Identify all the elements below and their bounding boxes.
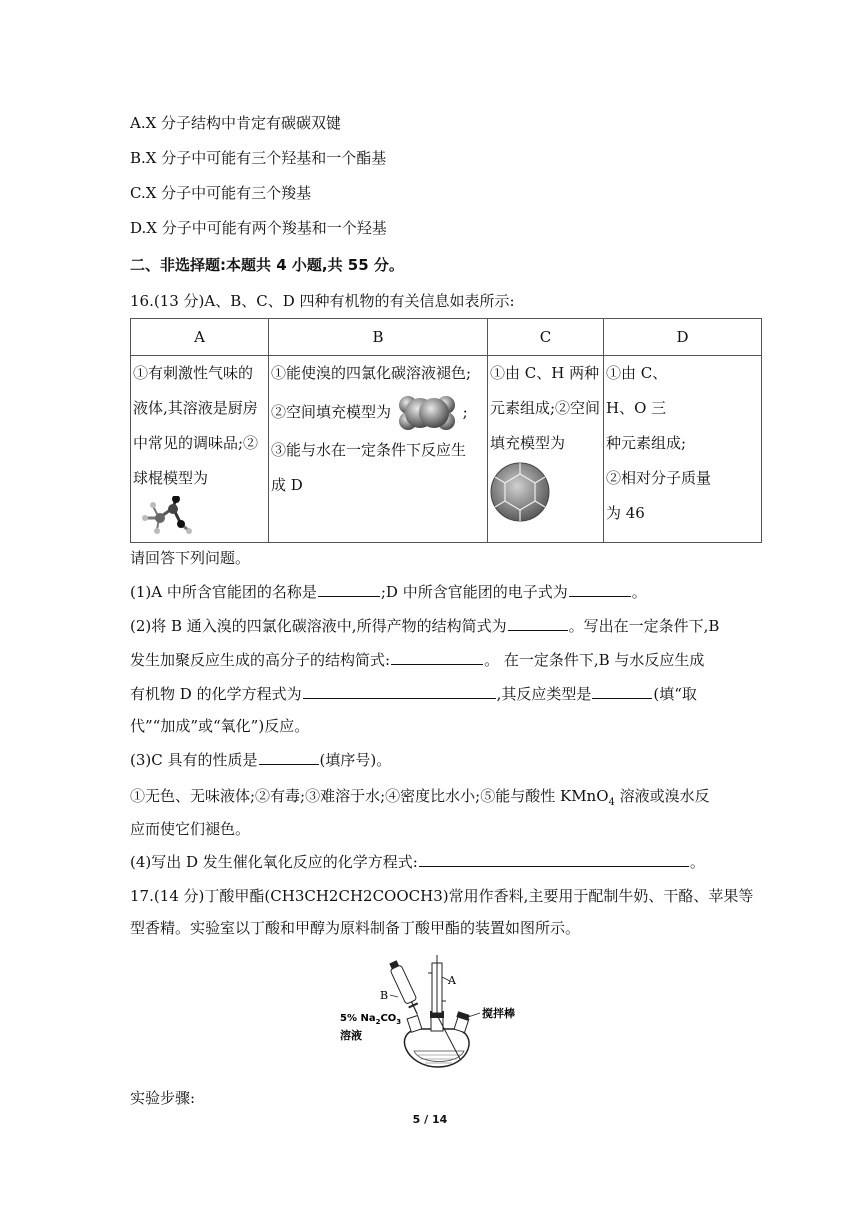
cell-b-line: 成 D (271, 476, 303, 494)
space-filling-model-c-image (489, 461, 551, 523)
cell-b-semicolon: ; (462, 403, 468, 421)
answer-blank[interactable] (259, 750, 319, 765)
cell-a (131, 356, 269, 543)
cell-c-line: 填充模型为 (490, 434, 566, 452)
cell-b (269, 356, 488, 543)
table-header-b: B (269, 319, 488, 356)
cell-c-line: ①由 C、H 两种 (490, 364, 600, 382)
q16-prompt: 请回答下列问题。 (130, 549, 251, 567)
label-na2co3-part: CO (380, 1013, 397, 1024)
table-header-d: D (604, 319, 762, 356)
q16-part2-text: 发生加聚反应生成的高分子的结构简式: (130, 651, 391, 669)
q16-part2-line3 (130, 684, 697, 704)
q16-part4 (130, 852, 705, 872)
q17-steps-heading: 实验步骤: (130, 1089, 196, 1107)
cell-c (488, 356, 604, 543)
ball-stick-model-image (133, 496, 203, 538)
q16-part2-line1 (130, 616, 719, 636)
cell-a-line: 球棍模型为 (133, 469, 209, 487)
q16-part1 (130, 582, 647, 602)
q16-part4-text: (4)写出 D 发生催化氧化反应的化学方程式: (130, 853, 418, 871)
option-a: A.X 分子结构中肯定有碳碳双键 (130, 114, 342, 132)
cell-b-model-line (271, 391, 485, 433)
answer-blank[interactable] (391, 650, 483, 665)
label-a: A (448, 974, 456, 987)
cell-d-line: 种元素组成; (606, 434, 687, 452)
q16-part3-options-text: ①无色、无味液体;②有毒;③难溶于水;④密度比水小;⑤能与酸性 KMnO (130, 787, 609, 805)
option-b: B.X 分子中可能有三个羟基和一个酯基 (130, 149, 387, 167)
cell-b-line: ①能使溴的四氯化碳溶液褪色; (271, 364, 472, 382)
option-d: D.X 分子中可能有两个羧基和一个羟基 (130, 219, 387, 237)
answer-blank[interactable] (419, 852, 689, 867)
q16-part3-text: (填序号)。 (319, 751, 392, 769)
option-c: C.X 分子中可能有三个羧基 (130, 184, 312, 202)
q16-part2-line4: 代”“加成”或“氧化”)反应。 (130, 717, 310, 735)
subscript: 4 (608, 797, 615, 808)
q16-part1-text: 。 (631, 583, 647, 601)
cell-c-line: 元素组成;②空间 (490, 399, 601, 417)
table-row (131, 356, 762, 543)
apparatus-diagram (340, 955, 520, 1073)
cell-a-line: ①有刺激性气味的 (133, 364, 254, 382)
page-number: 5 / 14 (412, 1113, 448, 1126)
section-title: 二、非选择题:本题共 4 小题,共 55 分。 (130, 256, 404, 274)
q16-part2-text: (填“取 (653, 685, 697, 703)
q16-part3-options-line2: 应而使它们褪色。 (130, 820, 251, 838)
q16-part4-text: 。 (689, 853, 705, 871)
q16-part3 (130, 750, 391, 770)
label-b: B (380, 989, 389, 1002)
q16-part2-text: 。 在一定条件下,B 与水反应生成 (484, 651, 705, 669)
q16-part1-text: ;D 中所含官能团的电子式为 (380, 583, 568, 601)
q16-part2-text: 有机物 D 的化学方程式为 (130, 685, 302, 703)
q16-info-table (130, 318, 762, 543)
q17-line2: 型香精。实验室以丁酸和甲醇为原料制备丁酸甲酯的装置如图所示。 (130, 919, 581, 937)
answer-blank[interactable] (508, 616, 568, 631)
q17-line1: 17.(14 分)丁酸甲酯(CH3CH2CH2COOCH3)常用作香料,主要用于配制牛奶、干酪、苹果等 (130, 887, 754, 905)
label-na2co3-part: 5% Na (340, 1013, 376, 1024)
cell-a-line: 中常见的调味品;② (133, 434, 259, 452)
q16-part3-options-line1 (130, 786, 710, 813)
space-filling-model-b-image (396, 394, 458, 432)
q16-part2-text: (2)将 B 通入溴的四氯化碳溶液中,所得产物的结构简式为 (130, 617, 507, 635)
q16-part1-text: (1)A 中所含官能团的名称是 (130, 583, 317, 601)
cell-b-line: ③能与水在一定条件下反应生 (271, 441, 467, 459)
cell-d-line: H、O 三 (606, 399, 667, 417)
cell-b-model-label: ②空间填充模型为 (271, 403, 392, 421)
answer-blank[interactable] (592, 684, 652, 699)
subscript: 3 (396, 1018, 402, 1026)
answer-blank[interactable] (569, 582, 631, 597)
table-header-a: A (131, 319, 269, 356)
cell-d-line: ②相对分子质量 (606, 469, 712, 487)
cell-d-line: 为 46 (606, 504, 645, 522)
subscript: 2 (375, 1018, 381, 1026)
label-na2co3 (340, 1013, 401, 1026)
q16-stem: 16.(13 分)A、B、C、D 四种有机物的有关信息如表所示: (130, 292, 515, 310)
q16-part2-line2 (130, 650, 704, 670)
table-header-c: C (488, 319, 604, 356)
label-stirrer: 搅拌棒 (482, 1007, 515, 1020)
answer-blank[interactable] (318, 582, 380, 597)
table-header-row (131, 319, 762, 356)
q16-part3-text: (3)C 具有的性质是 (130, 751, 258, 769)
cell-d (604, 356, 762, 543)
q16-part2-text: 。写出在一定条件下,B (568, 617, 720, 635)
label-solution: 溶液 (340, 1029, 362, 1042)
q16-part2-text: ,其反应类型是 (496, 685, 592, 703)
cell-a-line: 液体,其溶液是厨房 (133, 399, 258, 417)
cell-d-line: ①由 C、 (606, 364, 668, 382)
answer-blank[interactable] (303, 684, 496, 699)
q16-part3-options-text: 溶液或溴水反 (614, 787, 710, 805)
